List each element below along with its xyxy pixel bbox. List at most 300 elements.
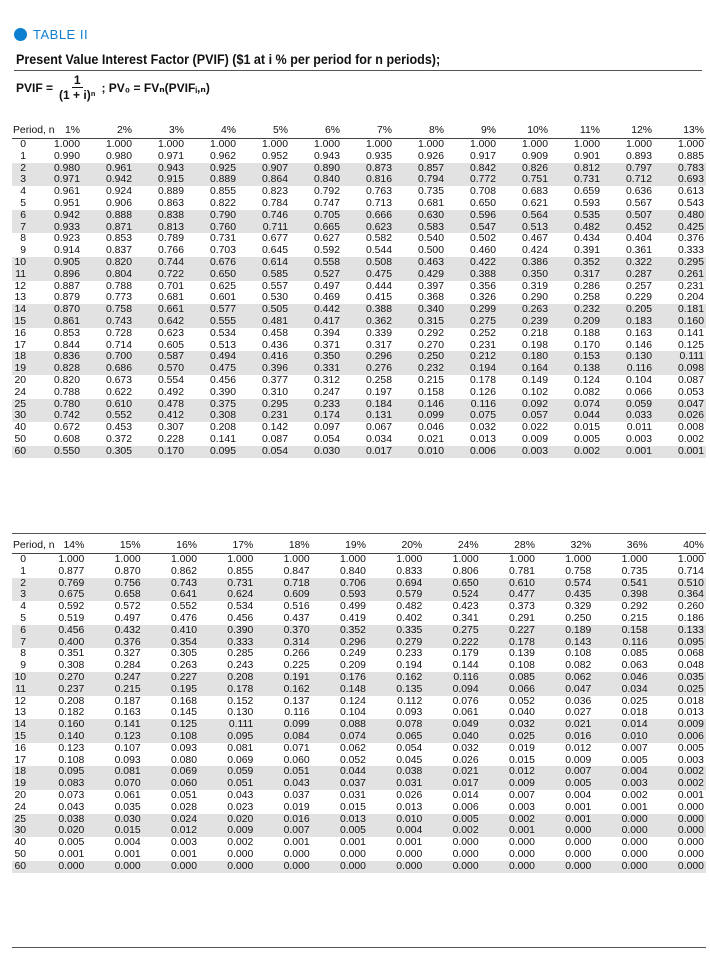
factor-cell: 0.025: [508, 730, 535, 742]
factor-cell: 0.000: [677, 801, 704, 813]
factor-cell: 0.681: [157, 292, 184, 304]
factor-cell: 0.000: [508, 860, 535, 872]
factor-cell: 0.160: [58, 719, 85, 731]
factor-cell: 0.415: [365, 292, 392, 304]
factor-cell: 0.820: [105, 256, 132, 268]
factor-cell: 0.889: [209, 174, 236, 186]
factor-cell: 1.000: [452, 554, 479, 565]
factor-cell: 0.095: [58, 766, 85, 778]
factor-cell: 0.062: [565, 671, 592, 683]
factor-cell: 0.990: [53, 150, 80, 162]
factor-cell: 0.080: [170, 754, 197, 766]
factor-cell: 0.469: [313, 292, 340, 304]
factor-cell: 1.000: [365, 139, 392, 150]
factor-cell: 0.009: [565, 754, 592, 766]
factor-cell: 0.006: [469, 445, 496, 457]
factor-cell: 0.327: [114, 648, 141, 660]
factor-cell: 0.924: [105, 186, 132, 198]
formula-lhs: PVIF =: [16, 81, 54, 95]
factor-cell: 0.111: [228, 719, 254, 731]
factor-cell: 0.935: [365, 150, 392, 162]
factor-cell: 0.067: [365, 422, 392, 434]
factor-cell: 0.138: [573, 363, 600, 375]
factor-cell: 0.404: [625, 233, 652, 245]
table-row: [12, 743, 706, 755]
factor-cell: 0.063: [621, 660, 648, 672]
factor-cell: 0.601: [209, 292, 236, 304]
factor-cell: 0.158: [621, 624, 648, 636]
factor-cell: 0.036: [565, 695, 592, 707]
factor-cell: 1.000: [417, 139, 444, 150]
factor-cell: 0.017: [365, 445, 392, 457]
factor-cell: 0.074: [573, 398, 600, 410]
factor-cell: 0.356: [469, 280, 496, 292]
factor-cell: 0.322: [625, 256, 652, 268]
period-cell: 11: [15, 683, 26, 695]
factor-cell: 0.790: [209, 209, 236, 221]
rate-column-header: 28%: [514, 540, 535, 551]
factor-cell: 0.024: [170, 813, 197, 825]
factor-cell: 0.923: [53, 233, 80, 245]
period-cell: 20: [14, 374, 26, 386]
factor-cell: 1.000: [677, 139, 704, 150]
factor-cell: 0.170: [157, 445, 184, 457]
period-cell: 9: [20, 245, 26, 257]
factor-cell: 0.030: [114, 813, 141, 825]
divider: [12, 947, 706, 948]
factor-cell: 0.502: [469, 233, 496, 245]
factor-cell: 0.023: [227, 801, 254, 813]
factor-cell: 0.149: [521, 374, 548, 386]
factor-cell: 0.001: [508, 825, 535, 837]
factor-cell: 0.008: [677, 422, 704, 434]
table-row: [12, 554, 706, 566]
factor-cell: 0.126: [469, 386, 496, 398]
factor-cell: 0.681: [417, 197, 444, 209]
factor-cell: 0.477: [508, 589, 535, 601]
rate-column-header: 13%: [683, 125, 704, 136]
factor-cell: 0.460: [469, 245, 496, 257]
period-cell: 60: [14, 860, 26, 872]
factor-cell: 0.006: [452, 801, 479, 813]
factor-cell: 0.352: [339, 624, 366, 636]
factor-cell: 0.003: [625, 433, 652, 445]
factor-cell: 0.152: [227, 695, 254, 707]
factor-cell: 0.052: [339, 754, 366, 766]
factor-cell: 0.870: [53, 304, 80, 316]
factor-cell: 0.000: [621, 813, 648, 825]
factor-cell: 0.013: [677, 707, 704, 719]
rate-column-header: 9%: [480, 125, 496, 136]
factor-cell: 0.004: [621, 766, 648, 778]
factor-cell: 0.000: [283, 848, 310, 860]
factor-cell: 0.010: [396, 813, 423, 825]
table-row: [12, 849, 706, 861]
factor-cell: 0.133: [677, 624, 704, 636]
factor-cell: 0.085: [508, 671, 535, 683]
factor-cell: 0.794: [417, 174, 444, 186]
factor-cell: 0.108: [58, 754, 85, 766]
factor-cell: 0.046: [417, 422, 444, 434]
factor-cell: 0.010: [621, 730, 648, 742]
factor-cell: 0.871: [105, 221, 132, 233]
factor-cell: 0.000: [114, 860, 141, 872]
factor-cell: 0.014: [452, 789, 479, 801]
table-block-1: [12, 124, 706, 458]
factor-cell: 0.001: [677, 789, 704, 801]
factor-cell: 0.021: [452, 766, 479, 778]
factor-cell: 0.123: [114, 730, 141, 742]
factor-cell: 0.019: [283, 801, 310, 813]
factor-cell: 0.593: [573, 197, 600, 209]
factor-cell: 0.082: [573, 386, 600, 398]
factor-cell: 0.013: [396, 801, 423, 813]
rate-column-header: 3%: [168, 125, 184, 136]
factor-cell: 0.048: [677, 660, 704, 672]
factor-cell: 0.116: [622, 636, 648, 648]
factor-cell: 0.033: [625, 410, 652, 422]
factor-cell: 0.124: [573, 374, 600, 386]
factor-cell: 0.877: [58, 565, 85, 577]
table-row: [12, 328, 706, 340]
factor-cell: 0.031: [396, 778, 423, 790]
factor-cell: 0.756: [114, 577, 141, 589]
factor-cell: 0.613: [677, 186, 704, 198]
rate-column-header: 6%: [324, 125, 340, 136]
factor-cell: 0.178: [469, 374, 496, 386]
period-cell: 60: [14, 445, 26, 457]
factor-cell: 1.000: [157, 139, 184, 150]
period-cell: 24: [14, 801, 26, 813]
table-row: [12, 837, 706, 849]
table-block-2: [12, 539, 706, 873]
factor-cell: 1.000: [105, 139, 132, 150]
factor-cell: 0.081: [114, 766, 141, 778]
factor-cell: 0.010: [417, 445, 444, 457]
factor-cell: 0.000: [677, 825, 704, 837]
factor-cell: 0.180: [521, 351, 548, 363]
factor-cell: 0.893: [625, 150, 652, 162]
factor-cell: 0.263: [521, 304, 548, 316]
period-cell: 15: [14, 315, 26, 327]
factor-cell: 0.368: [417, 292, 444, 304]
factor-cell: 0.743: [105, 315, 132, 327]
factor-cell: 0.376: [114, 636, 141, 648]
factor-cell: 0.901: [573, 150, 600, 162]
factor-cell: 0.092: [521, 398, 548, 410]
factor-cell: 0.266: [283, 648, 310, 660]
factor-cell: 0.610: [105, 398, 132, 410]
factor-cell: 0.189: [565, 624, 592, 636]
factor-cell: 0.145: [170, 707, 197, 719]
factor-cell: 0.952: [261, 150, 288, 162]
rate-column-header: 12%: [631, 125, 652, 136]
factor-cell: 0.141: [677, 327, 704, 339]
factor-cell: 0.186: [677, 612, 704, 624]
factor-cell: 0.141: [209, 433, 236, 445]
factor-cell: 0.084: [283, 730, 310, 742]
period-cell: 40: [14, 422, 26, 434]
factor-cell: 0.572: [114, 601, 141, 613]
factor-cell: 0.135: [396, 683, 423, 695]
table-row: [12, 601, 706, 613]
factor-cell: 0.112: [397, 695, 423, 707]
factor-cell: 0.031: [339, 789, 366, 801]
factor-cell: 0.000: [677, 837, 704, 849]
factor-cell: 0.579: [396, 589, 423, 601]
factor-cell: 0.085: [621, 648, 648, 660]
period-cell: 3: [20, 589, 26, 601]
table-row: [12, 269, 706, 281]
factor-cell: 0.582: [365, 233, 392, 245]
factor-cell: 0.026: [396, 789, 423, 801]
factor-cell: 0.045: [396, 754, 423, 766]
factor-cell: 0.028: [170, 801, 197, 813]
factor-cell: 0.806: [452, 565, 479, 577]
factor-cell: 0.863: [157, 197, 184, 209]
factor-cell: 0.275: [469, 315, 496, 327]
factor-cell: 0.284: [114, 660, 141, 672]
factor-cell: 0.961: [53, 186, 80, 198]
factor-cell: 0.104: [339, 707, 366, 719]
factor-cell: 0.329: [565, 601, 592, 613]
factor-cell: 0.095: [227, 730, 254, 742]
period-cell: 10: [14, 671, 26, 683]
factor-cell: 0.305: [170, 648, 197, 660]
factor-cell: 0.530: [261, 292, 288, 304]
factor-cell: 0.003: [621, 778, 648, 790]
factor-cell: 0.144: [452, 660, 479, 672]
factor-cell: 0.021: [565, 719, 592, 731]
factor-cell: 0.066: [625, 386, 652, 398]
factor-cell: 0.547: [469, 221, 496, 233]
factor-cell: 0.373: [508, 601, 535, 613]
factor-cell: 0.478: [157, 398, 184, 410]
factor-cell: 0.396: [261, 363, 288, 375]
factor-cell: 0.035: [114, 801, 141, 813]
factor-cell: 0.022: [521, 422, 548, 434]
factor-cell: 0.130: [625, 351, 652, 363]
factor-cell: 0.492: [157, 386, 184, 398]
factor-cell: 0.137: [283, 695, 310, 707]
factor-cell: 0.889: [157, 186, 184, 198]
factor-cell: 0.116: [626, 363, 652, 375]
factor-cell: 0.524: [452, 589, 479, 601]
factor-cell: 0.592: [58, 601, 85, 613]
table-row: [12, 375, 706, 387]
factor-cell: 0.017: [452, 778, 479, 790]
factor-cell: 0.000: [565, 860, 592, 872]
factor-cell: 0.887: [53, 280, 80, 292]
factor-cell: 0.295: [261, 398, 288, 410]
factor-cell: 0.176: [339, 671, 366, 683]
factor-cell: 0.188: [573, 327, 600, 339]
rate-column-header: 36%: [626, 540, 648, 551]
rate-column-header: 17%: [232, 540, 254, 551]
period-cell: 0: [20, 554, 26, 565]
factor-cell: 0.000: [621, 848, 648, 860]
factor-cell: 0.853: [53, 327, 80, 339]
factor-cell: 0.550: [53, 445, 80, 457]
factor-cell: 0.158: [417, 386, 444, 398]
factor-cell: 1.000: [283, 554, 310, 565]
factor-cell: 0.043: [58, 801, 85, 813]
factor-cell: 0.263: [170, 660, 197, 672]
factor-cell: 0.197: [365, 386, 392, 398]
factor-cell: 0.178: [508, 636, 535, 648]
factor-cell: 0.658: [114, 589, 141, 601]
factor-cell: 0.208: [58, 695, 85, 707]
factor-cell: 0.227: [170, 671, 197, 683]
factor-cell: 0.388: [365, 304, 392, 316]
factor-cell: 0.482: [396, 601, 423, 613]
factor-cell: 0.153: [573, 351, 600, 363]
factor-cell: 0.476: [170, 612, 197, 624]
period-cell: 4: [20, 601, 26, 613]
factor-cell: 0.705: [313, 209, 340, 221]
factor-cell: 0.650: [452, 577, 479, 589]
factor-cell: 0.442: [313, 304, 340, 316]
factor-cell: 1.000: [521, 139, 548, 150]
factor-cell: 0.000: [677, 813, 704, 825]
factor-cell: 0.371: [313, 339, 340, 351]
factor-cell: 0.007: [565, 766, 592, 778]
factor-cell: 0.861: [53, 315, 80, 327]
factor-cell: 0.074: [339, 730, 366, 742]
factor-cell: 0.508: [365, 256, 392, 268]
factor-cell: 0.097: [313, 422, 340, 434]
factor-cell: 0.001: [625, 445, 652, 457]
factor-cell: 0.844: [53, 339, 80, 351]
factor-cell: 0.714: [105, 339, 132, 351]
factor-cell: 0.826: [521, 162, 548, 174]
factor-cell: 0.239: [521, 315, 548, 327]
factor-cell: 0.005: [339, 825, 366, 837]
factor-cell: 0.108: [565, 648, 592, 660]
factor-cell: 0.059: [227, 766, 254, 778]
factor-cell: 0.747: [313, 197, 340, 209]
table-row: [12, 399, 706, 411]
factor-cell: 0.290: [521, 292, 548, 304]
factor-cell: 0.481: [261, 315, 288, 327]
factor-cell: 0.002: [508, 813, 535, 825]
factor-cell: 0.065: [396, 730, 423, 742]
factor-cell: 0.326: [469, 292, 496, 304]
factor-cell: 0.339: [365, 327, 392, 339]
factor-cell: 0.095: [209, 445, 236, 457]
period-cell: 5: [20, 197, 26, 209]
factor-cell: 0.005: [58, 837, 85, 849]
period-cell: 24: [14, 386, 26, 398]
factor-cell: 0.816: [365, 174, 392, 186]
factor-cell: 0.452: [625, 221, 652, 233]
factor-cell: 0.390: [209, 386, 236, 398]
factor-cell: 0.933: [53, 221, 80, 233]
factor-cell: 0.104: [625, 374, 652, 386]
factor-cell: 0.252: [469, 327, 496, 339]
period-cell: 0: [20, 139, 26, 150]
factor-cell: 0.962: [209, 150, 236, 162]
factor-cell: 1.000: [508, 554, 535, 565]
factor-cell: 0.781: [508, 565, 535, 577]
factor-cell: 0.527: [313, 268, 340, 280]
factor-cell: 0.475: [365, 268, 392, 280]
table-row: [12, 566, 706, 578]
factor-cell: 0.004: [396, 825, 423, 837]
factor-cell: 0.728: [105, 327, 132, 339]
factor-cell: 0.098: [677, 363, 704, 375]
table-number: TABLE II: [33, 27, 89, 42]
factor-cell: 0.350: [521, 268, 548, 280]
factor-cell: 0.412: [157, 410, 184, 422]
factor-cell: 0.714: [677, 565, 704, 577]
rate-column-header: 16%: [176, 540, 197, 551]
factor-cell: 0.060: [283, 754, 310, 766]
factor-cell: 0.043: [227, 789, 254, 801]
factor-cell: 0.287: [625, 268, 652, 280]
factor-cell: 0.011: [626, 422, 652, 434]
factor-cell: 0.232: [573, 304, 600, 316]
factor-cell: 0.015: [508, 754, 535, 766]
factor-cell: 0.018: [677, 695, 704, 707]
factor-cell: 0.500: [417, 245, 444, 257]
factor-cell: 1.000: [58, 554, 85, 565]
factor-cell: 0.012: [565, 742, 592, 754]
table-row: [12, 257, 706, 269]
factor-cell: 0.769: [58, 577, 85, 589]
factor-cell: 0.073: [58, 789, 85, 801]
factor-cell: 0.677: [261, 233, 288, 245]
factor-cell: 0.622: [105, 386, 132, 398]
factor-cell: 0.062: [339, 742, 366, 754]
factor-cell: 0.792: [313, 186, 340, 198]
factor-cell: 0.000: [396, 860, 423, 872]
factor-cell: 0.386: [521, 256, 548, 268]
factor-cell: 0.905: [53, 256, 80, 268]
table-row: [12, 613, 706, 625]
factor-cell: 0.095: [677, 636, 704, 648]
factor-cell: 0.000: [621, 825, 648, 837]
factor-cell: 0.888: [105, 209, 132, 221]
factor-cell: 0.914: [53, 245, 80, 257]
table-row: [12, 245, 706, 257]
period-cell: 12: [14, 280, 26, 292]
factor-cell: 0.467: [521, 233, 548, 245]
table-row: [12, 672, 706, 684]
factor-cell: 0.005: [621, 754, 648, 766]
factor-cell: 0.093: [396, 707, 423, 719]
factor-cell: 0.804: [105, 268, 132, 280]
factor-cell: 0.015: [573, 422, 600, 434]
factor-cell: 0.260: [677, 601, 704, 613]
factor-cell: 0.376: [677, 233, 704, 245]
factor-cell: 0.351: [58, 648, 85, 660]
factor-cell: 0.623: [157, 327, 184, 339]
factor-cell: 0.108: [170, 730, 197, 742]
table-label: [14, 27, 88, 42]
factor-cell: 1.000: [313, 139, 340, 150]
factor-cell: 0.624: [227, 589, 254, 601]
factor-cell: 0.694: [396, 577, 423, 589]
factor-cell: 0.375: [209, 398, 236, 410]
factor-cell: 0.700: [105, 351, 132, 363]
factor-cell: 0.228: [157, 433, 184, 445]
factor-cell: 0.123: [58, 742, 85, 754]
table-row: [12, 174, 706, 186]
period-cell: 11: [15, 268, 26, 280]
table-row: [12, 637, 706, 649]
factor-cell: 0.000: [565, 848, 592, 860]
